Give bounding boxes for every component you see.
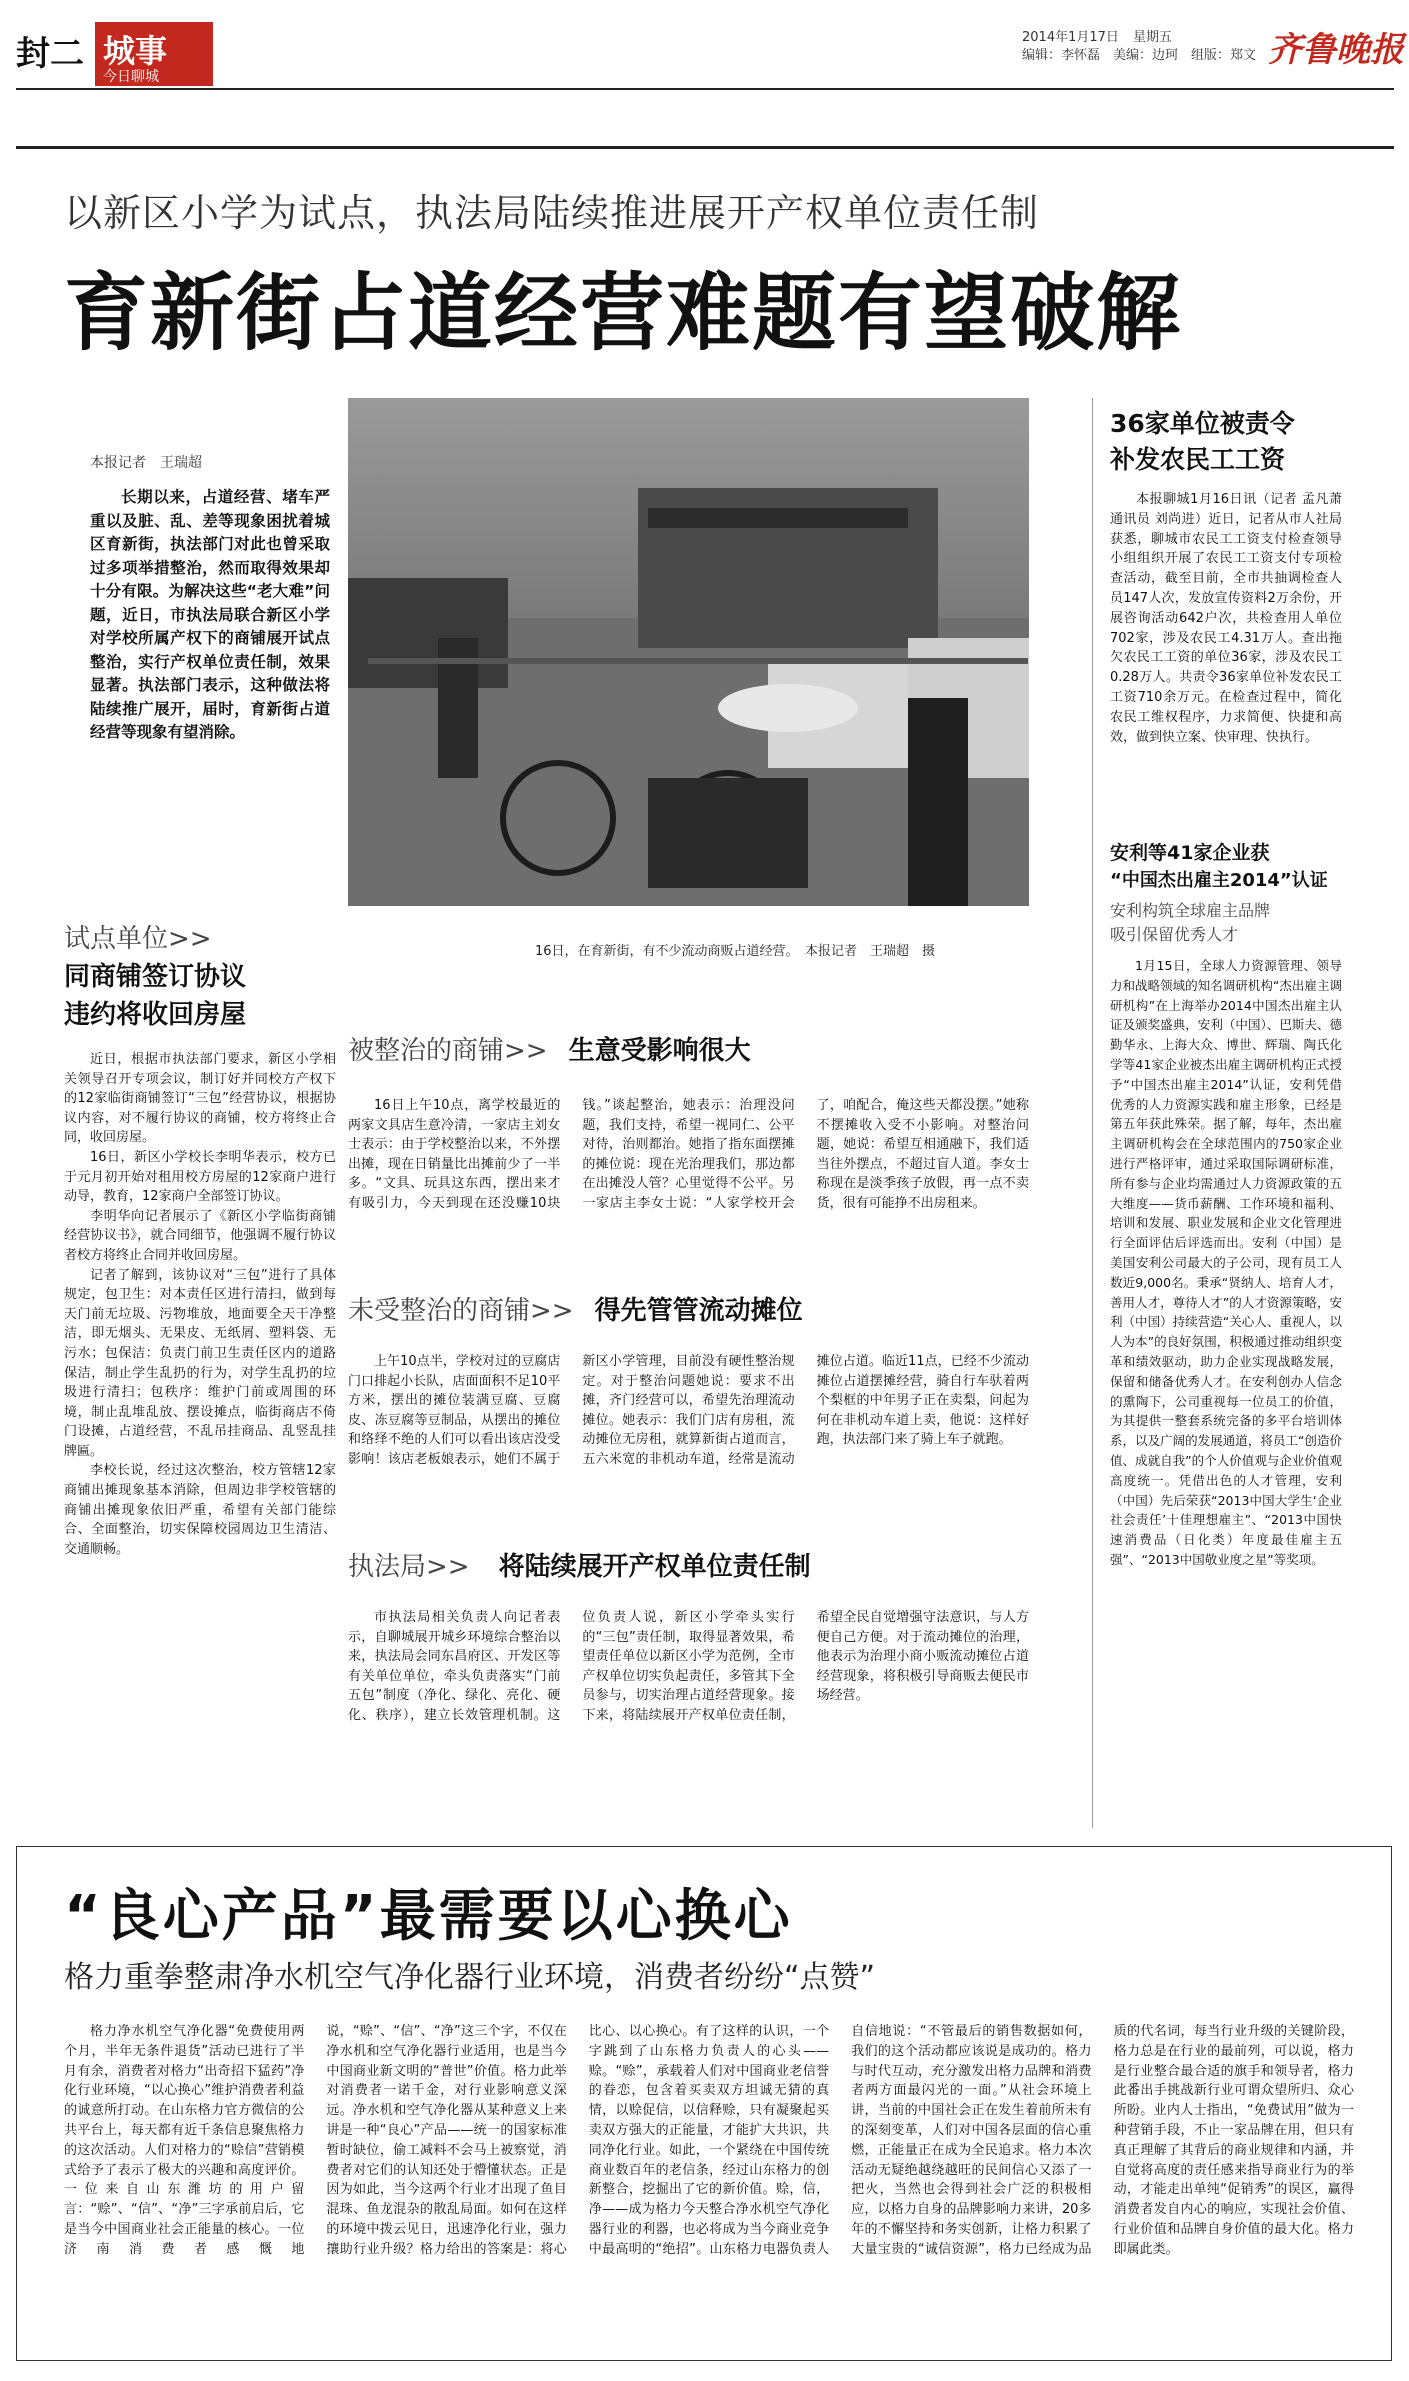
sidebar-divider — [1092, 398, 1093, 1828]
paper-logo: 齐鲁晚报 — [1268, 30, 1404, 70]
date: 2014年1月17日 — [1022, 30, 1119, 45]
editor-line: 编辑：李怀磊 美编：边珂 组版：郑文 — [1022, 48, 1257, 63]
byline: 本报记者 王瑞超 — [90, 455, 202, 471]
enforcement-title: 将陆续展开产权单位责任制 — [498, 1552, 811, 1582]
side2-body: 1月15日，全球人力资源管理、领导力和战略领域的知名调研机构“杰出雇主调研机构”在上海举办2014中国杰出雇主认证及颁奖盛典，安利（中国）、巴斯夫、德勤华永、上海大众、博世、辉瑞、陶氏化学等41家企业被杰出雇主调研机构正式授予“中国杰出雇主2014”认证，安利凭借优秀的人力资源实践和雇主形象，已经是第五年获此殊荣。据了解，每年，杰出雇主调研机构会在全球范围内的750家企业进行严格评审，通过采取国际调研标准，所有参与企业均需通过人力资源政策的五大维度——货币薪酬、工作环境和福利、培训和发展、职业发展和企业文化管理进行全面评估后评选而出。安利（中国）是美国安利公司最大的子公司，现有员工人数近9,000名。秉承“贤纳人、培育人才，善用人才，尊待人才”的人才资源策略，安利（中国）持续营造“关心人、重视人，以人为本”的良好氛围，积极通过推动组织变革和绩效驱动，助力企业实现战略发展，保留和储备优秀人才。在安利创办人信念的熏陶下，公司重视每一位员工的价值，为其提供一整套系统完备的多平台培训体系，以及广阔的发展通道，将员工“创造价值、成就自我”的个人价值观与企业价值观高度统一。凭借出色的人才管理，安利（中国）先后荣获“2013中国大学生‘企业社会责任’十佳理想雇主”、“2013中国快速消费品（日化类）年度最佳雇主五强”、“2013中国敬业度之星”等奖项。 — [1110, 958, 1342, 1567]
photo-caption: 16日，在育新街，有不少流动商贩占道经营。 本报记者 王瑞超 摄 — [535, 944, 936, 959]
side2-title-2: “中国杰出雇主2014”认证 — [1110, 870, 1328, 891]
street-photo — [348, 398, 1029, 906]
masthead — [0, 0, 1409, 146]
ad-body: 格力净水机空气净化器“免费使用两个月，半年无条件退货”活动已进行了半月有余，消费者对格力“出奇招下猛药”净化行业环境，“以心换心”维护消费者利益的诚意所打动。在山东格力官方微信的公共平台上，每天都有近千条信息聚焦格力的这次活动。人们对格力的“赊信”营销模式给予了表示了极大的兴趣和高度评价。一位来自山东潍坊的用户留言：“赊”、“信”、“净”三字承前启后，它是当今中国商业社会正能量的核心。一位济南消费者感慨地说，“赊”、“信”、“净”这三个字，不仅在净水机和空气净化器行业适用，也是当今中国商业新文明的“普世”价值。格力此举对消费者一诺千金，对行业影响意义深远。净水机和空气净化器从某种意义上来讲是一种“良心”产品——统一的国家标准暂时缺位，偷工减料不会马上被察觉，消费者对它们的认知还处于懵懂状态。正是因为如此，当今这两个行业才出现了鱼目混珠、鱼龙混杂的散乱局面。如何在这样的环境中拨云见日，迅速净化行业，强力攘助行业升级？格力给出的答案是：将心比心、以心换心。有了这样的认识，一个字跳到了山东格力负责人的心头——赊。“赊”，承载着人们对中国商业老信誉的眷恋，包含着买卖双方坦诚无猜的真情，以赊促信，以信释赊，只有凝聚起买卖双方强大的正能量，才能扩大共识，共同净化行业。如此，一个紧绕在中国传统商业数百年的老信条，经过山东格力的创新整合，挖掘出了它的新价值。赊，信，净——成为格力今天整合净水机空气净化器行业的利器，也必将成为当今商业竞争中最高明的“绝招”。山东格力电器负责人自信地说：“不管最后的销售数据如何，我们的这个活动都应该说是成功的。格力与时代互动，充分激发出格力品牌和消费者两方面最闪光的一面。”从社会环境上讲，当前的中国社会正在发生着前所未有的深刻变革，人们对中国各层面的信心重燃，正能量正在成为全民追求。格力本次活动无疑绝越绕越旺的民间信心又添了一把火，当然也会得到社会广泛的积极相应，以格力自身的品牌影响力来讲，20多年的不懈坚持和务实创新，让格力积累了大量宝贵的“诚信资源”，格力已经成为品质的代名词，每当行业升级的关键阶段，格力总是在行业的最前列，可以说，格力是行业整合最合适的旗手和领导者，格力此番出手挑战新行业可谓众望所归、众心所盼。业内人士指出，“免费试用”做为一种营销手段，不止一家品牌在用，但只有真正理解了其背后的商业规律和内涵，并自觉将高度的责任感来指导商业行为的举动，才能走出单纯“促销秀”的误区，赢得消费者发自内心的响应，实现社会价值、行业价值和品牌自身价值的最大化。格力即属此类。 — [64, 2024, 1354, 2257]
top-rule — [16, 146, 1394, 149]
page-label: 封二 — [16, 34, 84, 74]
side1-title-1: 36家单位被责令 — [1110, 409, 1295, 438]
side2-sub-2: 吸引保留优秀人才 — [1110, 925, 1239, 944]
unrectified-heading — [348, 1290, 803, 1327]
side1-title-2: 补发农民工工资 — [1110, 445, 1286, 474]
section-title: 城事 — [103, 32, 168, 70]
main-kicker: 以新区小学为试点，执法局陆续推进展开产权单位责任制 — [64, 191, 1040, 235]
issue-date — [1022, 26, 1172, 45]
rectified-label: 被整治的商铺>> — [348, 1036, 548, 1066]
side2-sub-1: 安利构筑全球雇主品牌 — [1110, 901, 1271, 920]
rectified-heading — [348, 1030, 751, 1067]
main-headline: 育新街占道经营难题有望破解 — [64, 264, 1183, 362]
side1-body: 本报聊城1月16日讯（记者 孟凡萧 通讯员 刘尚进）近日，记者从市人社局获悉，聊城市农民工工资支付检查领导小组组织开展了农民工工资支付专项检查活动，截至目前，全市共抽调检查人员147人次，发放宣传资料2万余份，开展咨询活动642户次，共检查用人单位702家，涉及农民工4.31万人。查出拖欠农民工工资的单位36家，涉及农民工0.28万人。共责令36家单位补发农民工工资710余万元。在检查过程中，简化农民工维权程序，力求简便、快捷和高效，做到快立案、快审理、快执行。 — [1110, 492, 1342, 745]
ad-headline: “良心产品”最需要以心换心 — [64, 1884, 793, 1949]
rectified-title: 生意受影响很大 — [568, 1036, 751, 1066]
pilot-label: 试点单位>> — [64, 924, 212, 954]
masthead-rule — [16, 88, 1394, 90]
pilot-body: 近日，根据市执法部门要求，新区小学相关领导召开专项会议，制订好并同校方产权下的12家临街商铺签订“三包”经营协议，根据协议内容，对不履行协议的商铺，校方将终止合同，收回房屋。 16日，新区小学校长李明华表示，校方已于元月初开始对租用校方房屋的12家商户进行动导，教育，12家商户全部签订协议。 李明华向记者展示了《新区小学临街商铺经营协议书》，就合同细节，他强调不履行协议者校方将终止合同并收回房屋。 记者了解到，该协议对“三包”进行了具体规定，包卫生：对本责任区进行清扫，做到每天门前无垃圾、污物堆放，地面要全天干净整洁，即无烟头、无果皮、无纸屑、塑料袋、无污水；包保洁：负责门前卫生责任区内的道路保洁，制止学生乱扔的行为，对学生乱扔的垃圾进行清扫；包秩序：维护门前或周围的环境，制止乱堆乱放、摆设摊点，临街商店不倚门设摊，占道经营，不乱吊挂商品、乱竖乱挂牌匾。 李校长说，经过这次整治，校方管辖12家商铺出摊现象基本消除，但周边非学校管辖的商铺出摊现象依旧严重，希望有关部门能综合、全面整治，切实保障校园周边卫生清洁、交通顺畅。 — [64, 1052, 336, 1557]
lead-paragraph: 长期以来，占道经营、堵车严重以及脏、乱、差等现象困扰着城区育新街，执法部门对此也曾采取过多项举措整治，然而取得效果却十分有限。为解决这些“老大难”问题，近日，市执法局联合新区小学对学校所属产权下的商铺展开试点整治，实行产权单位责任制，效果显著。执法部门表示，这种做法将陆续推广展开，届时，育新街占道经营等现象有望消除。 — [90, 488, 330, 741]
side2-title-1: 安利等41家企业获 — [1110, 842, 1270, 864]
enforcement-label: 执法局>> — [348, 1552, 470, 1582]
rectified-body: 16日上午10点，离学校最近的两家文具店生意冷清，一家店主刘女士表示：由于学校整治以来，不外摆出摊，现在日销量比出摊前少了一半多。“文具、玩具这东西，摆出来才有吸引力，今天到现在还没赚10块钱。”谈起整治，她表示：治理没问题，我们支持，希望一视同仁、公平对待，治则都治。她指了指东面摆摊的摊位说：现在光治理我们，那边都在出摊没人管？心里觉得不公平。另一家店主李女士说：“人家学校开会了，咱配合，俺这些天都没摆。”她称不摆摊收入受不小影响。对整治问题，她说：希望互相通融下，我们适当往外摆点，不超过盲人道。李女士称现在是淡季孩子放假，再一点不卖货，很有可能挣不出房租来。 — [348, 1098, 1029, 1211]
enforcement-body: 市执法局相关负责人向记者表示，自聊城展开城乡环境综合整治以来，执法局会同东昌府区、开发区等有关单位单位，牵头负责落实“门前五包”制度（净化、绿化、亮化、硬化、秩序），建立长效管理机制。这位负责人说，新区小学牵头实行的“三包”责任制，取得显著效果，希望责任单位以新区小学为范例，全市产权单位切实负起责任，多管其下全员参与，切实治理占道经营现象。接下来，将陆续展开产权单位责任制，希望全民自觉增强守法意识，与人方便自己方便。对于流动摊位的治理，他表示为治理小商小贩流动摊位占道经营现象，将积极引导商贩去便民市场经营。 — [348, 1610, 1029, 1723]
unrectified-title: 得先管管流动摊位 — [594, 1296, 803, 1326]
section-tab — [95, 22, 213, 86]
weekday: 星期五 — [1133, 30, 1173, 45]
unrectified-body: 上午10点半，学校对过的豆腐店门口排起小长队，店面面积不足10平方米，摆出的摊位装满豆腐、豆腐皮、冻豆腐等豆制品，从摆出的摊位和络绎不绝的人们可以看出该店没受影响！该店老板娘表示，她们不属于新区小学管理，目前没有硬性整治规定。对于整治问题她说：要求不出摊，齐门经营可以，希望先治理流动摊位。她表示：我们门店有房租，流动摊位无房租，就算新街占道而言，五六米宽的非机动车道，经常是流动摊位占道。临近11点，已经不少流动摊位占道摆摊经营，骑自行车驮着两个梨框的中年男子正在卖梨，问起为何在非机动车道上卖，他说：这样好跑，执法部门来了骑上车子就跑。 — [348, 1354, 1029, 1467]
section-subtitle: 今日聊城 — [103, 69, 159, 85]
ad-subhead: 格力重拳整肃净水机空气净化器行业环境，消费者纷纷“点赞” — [64, 1960, 876, 1995]
pilot-title-1: 同商铺签订协议 — [64, 962, 247, 992]
pilot-title-2: 违约将收回房屋 — [64, 1000, 247, 1030]
enforcement-heading — [348, 1546, 811, 1583]
unrectified-label: 未受整治的商铺>> — [348, 1296, 574, 1326]
street-scene-image — [348, 398, 1029, 906]
